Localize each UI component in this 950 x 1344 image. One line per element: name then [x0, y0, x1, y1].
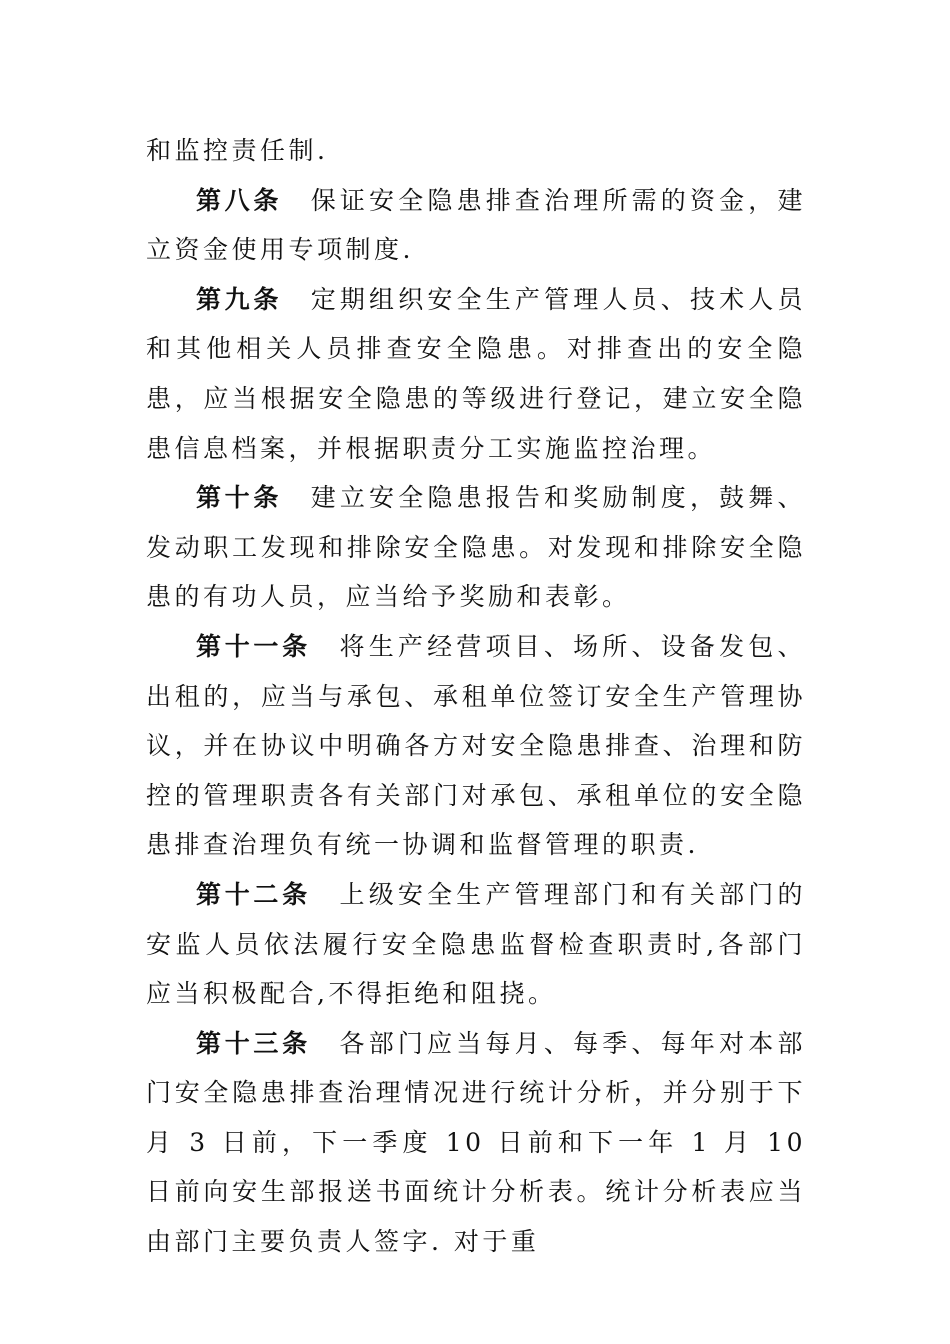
article-11-text: 将生产经营项目、场所、设备发包、出租的，应当与承包、承租单位签订安全生产管理协议，并在协议中明确各方对安全隐患排查、治理和防控的管理职责各有关部门对承包、承租单位的安全隐患排查治理负有统一协调和监督管理的职责. — [146, 631, 806, 860]
article-13-text: 各部门应当每月、每季、每年对本部门安全隐患排查治理情况进行统计分析，并分别于下月 3 日前，下一季度 10 日前和下一年 1 月 10 日前向安生部报送书面统计分析表。统计分析表应当由部门主要负责人签字. 对于重 — [146, 1028, 806, 1257]
article-10 — [146, 473, 806, 622]
article-12-title: 第十二条 — [196, 879, 311, 909]
document-body — [146, 126, 806, 1267]
article-8-text: 保证安全隐患排查治理所需的资金，建立资金使用专项制度. — [146, 185, 806, 265]
article-13 — [146, 1019, 806, 1267]
article-10-title: 第十条 — [196, 483, 283, 513]
article-9 — [146, 275, 806, 473]
article-11-title: 第十一条 — [196, 631, 311, 661]
article-8 — [146, 176, 806, 275]
article-10-text: 建立安全隐患报告和奖励制度，鼓舞、发动职工发现和排除安全隐患。对发现和排除安全隐患的有功人员，应当给予奖励和表彰。 — [146, 483, 806, 612]
article-8-title: 第八条 — [196, 185, 283, 215]
continuation-paragraph: 和监控责任制. — [146, 136, 329, 165]
article-12 — [146, 870, 806, 1019]
article-13-title: 第十三条 — [196, 1028, 311, 1058]
article-11 — [146, 622, 806, 870]
article-9-title: 第九条 — [196, 284, 283, 314]
article-9-text: 定期组织安全生产管理人员、技术人员和其他相关人员排查安全隐患。对排查出的安全隐患，应当根据安全隐患的等级进行登记，建立安全隐患信息档案，并根据职责分工实施监控治理。 — [146, 284, 806, 463]
article-12-text: 上级安全生产管理部门和有关部门的安监人员依法履行安全隐患监督检查职责时,各部门应当积极配合,不得拒绝和阻挠。 — [146, 879, 806, 1009]
